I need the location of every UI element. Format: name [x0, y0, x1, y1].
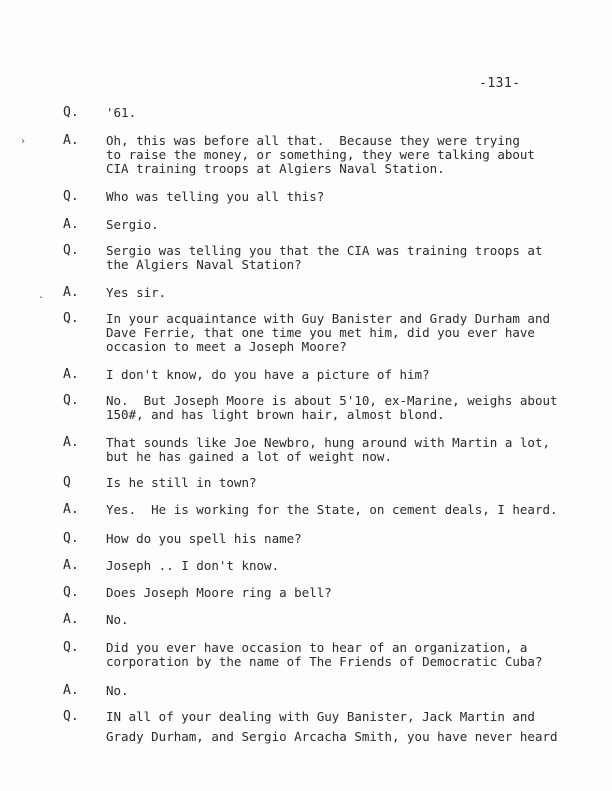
testimony-line: No.: [106, 683, 129, 698]
speaker-label: Q: [63, 475, 71, 490]
testimony-line: Yes sir.: [106, 285, 167, 300]
testimony-line: Yes. He is working for the State, on cement deals, I heard.: [106, 502, 558, 517]
testimony-line: Does Joseph Moore ring a bell?: [106, 585, 332, 600]
testimony-line: Sergio.: [106, 217, 159, 232]
speaker-label: A.: [63, 612, 79, 627]
testimony-line: corporation by the name of The Friends of Democratic Cuba?: [106, 654, 543, 669]
speaker-label: Q.: [63, 531, 79, 546]
speaker-label: Q.: [63, 585, 79, 600]
testimony-line: Dave Ferrie, that one time you met him, did you ever have: [106, 325, 535, 340]
speaker-label: Q.: [63, 105, 79, 120]
testimony-line: I don't know, do you have a picture of him?: [106, 367, 430, 382]
speaker-label: A.: [63, 558, 79, 573]
testimony-line: IN all of your dealing with Guy Banister, Jack Martin and: [106, 709, 535, 724]
testimony-line: occasion to meet a Joseph Moore?: [106, 339, 347, 354]
testimony-line: Who was telling you all this?: [106, 189, 325, 204]
testimony-line: CIA training troops at Algiers Naval Station.: [106, 161, 445, 176]
testimony-line: No.: [106, 612, 129, 627]
speaker-label: Q.: [63, 243, 79, 258]
speaker-label: Q.: [63, 709, 79, 724]
testimony-line: How do you spell his name?: [106, 531, 302, 546]
testimony-line: That sounds like Joe Newbro, hung around with Martin a lot,: [106, 435, 551, 450]
speaker-label: Q.: [63, 311, 79, 326]
speaker-label: A.: [63, 133, 79, 148]
testimony-line: No. But Joseph Moore is about 5'10, ex-Marine, weighs about: [106, 393, 558, 408]
speaker-label: Q.: [63, 393, 79, 408]
testimony-line: Oh, this was before all that. Because they were trying: [106, 133, 520, 148]
speaker-label: Q.: [63, 189, 79, 204]
margin-mark: .: [38, 290, 45, 301]
testimony-line: Did you ever have occasion to hear of an organization, a: [106, 640, 528, 655]
testimony-line: '61.: [106, 105, 137, 120]
speaker-label: A.: [63, 683, 79, 698]
speaker-label: A.: [63, 367, 79, 382]
speaker-label: A.: [63, 217, 79, 232]
testimony-line: Grady Durham, and Sergio Arcacha Smith, you have never heard: [106, 729, 558, 744]
testimony-line: Sergio was telling you that the CIA was training troops at: [106, 243, 543, 258]
testimony-line: to raise the money, or something, they were talking about: [106, 147, 535, 162]
speaker-label: A.: [63, 502, 79, 517]
speaker-label: A.: [63, 285, 79, 300]
testimony-line: but he has gained a lot of weight now.: [106, 449, 392, 464]
testimony-line: Is he still in town?: [106, 475, 257, 490]
speaker-label: A.: [63, 435, 79, 450]
margin-mark: ›: [20, 136, 27, 147]
testimony-line: 150#, and has light brown hair, almost blond.: [106, 407, 445, 422]
testimony-line: In your acquaintance with Guy Banister and Grady Durham and: [106, 311, 551, 326]
page-number: -131-: [479, 76, 521, 91]
testimony-line: the Algiers Naval Station?: [106, 257, 302, 272]
testimony-line: Joseph .. I don't know.: [106, 558, 280, 573]
speaker-label: Q.: [63, 640, 79, 655]
